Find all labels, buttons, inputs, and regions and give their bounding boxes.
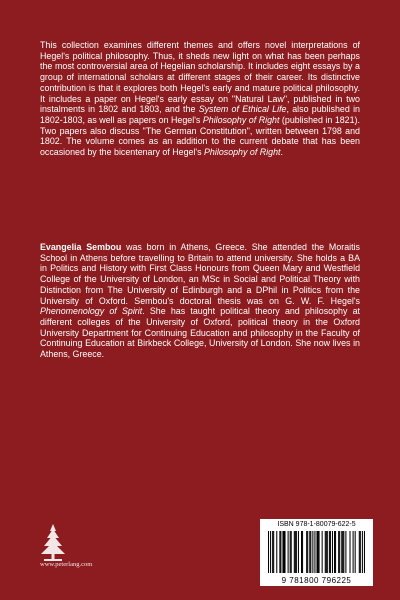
blurb-title-philosophy-of-right: Philosophy of Right [202, 114, 280, 125]
bio-title-phenomenology: Phenomenology of Spirit [40, 306, 143, 317]
blurb-title-system-of-ethical-life: System of Ethical Life [198, 104, 287, 115]
author-name: Evangelia Sembou [40, 242, 122, 252]
bio-text: was born in Athens, Greece. She attended the Moraitis School in Athens before travelling to Britain to attend university. She holds a BA in Politics and History with First Class Honours from Queen Mary and Westfield College of the University of London, an MSc in Social and Political Theory with Distinction from The University of Edinburgh and a DPhil in Politics from the University of Oxford. Sembou's doctoral thesis was on G. W. F. Hegel's [40, 242, 360, 306]
isbn-text: ISBN 978-1-80079-622-5 [277, 521, 356, 528]
author-bio [40, 242, 360, 360]
blurb-text: This collection examines different themes and offers novel interpretations of Hegel's political philosophy. Thus, it sheds new light on what has been perhaps the most controversial area of Hegelian scholarship. It includes eight essays by a group of international scholars at different stages of their career. Its distinctive contribution is that it explores both Hegel's early and mature political philosophy. It includes a paper on Hegel's early essay on "Natural Law", published in two instalments in 1802 and 1803, and the [40, 40, 360, 115]
blurb-text: . [280, 147, 283, 158]
back-cover-blurb [40, 40, 360, 158]
blurb-text: (published in 1821). Two papers also discuss "The German Constitution", written between 1798 and 1802. The volume comes as an addition to the current debate that has been occasioned by the bicentenary of Hegel's [40, 114, 360, 158]
barcode-label [260, 519, 373, 586]
barcode-digits: 9 781800 796225 [281, 576, 352, 585]
barcode [268, 531, 366, 573]
publisher-logo-icon [36, 522, 70, 566]
blurb-title-philosophy-of-right: Philosophy of Right [204, 147, 281, 158]
publisher-url[interactable]: www.peterlang.com [40, 561, 93, 568]
blurb-text: , also published in 1802-1803, as well as papers on Hegel's [40, 104, 360, 125]
bio-text: . She has taught political theory and philosophy at different colleges of the University of Oxford, political theory in the Oxford University Department for Continuing Education and philosophy in the Faculty of Continuing Education at Birkbeck College, University of London. She now lives in Athens, Greece. [40, 306, 360, 360]
